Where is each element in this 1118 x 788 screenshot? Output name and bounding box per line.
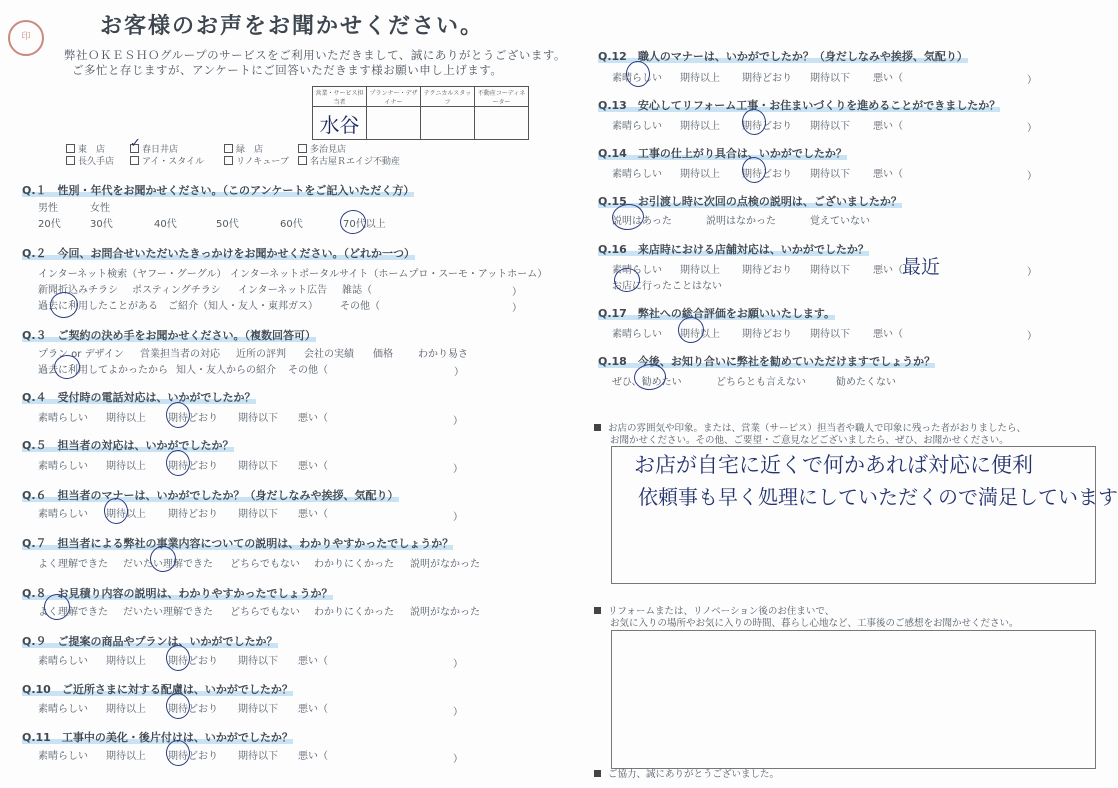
rating-option[interactable]: 期待以上 <box>106 461 146 472</box>
question-8 <box>22 585 333 601</box>
rating-option[interactable]: 期待以下 <box>810 73 850 84</box>
rating-option[interactable]: 素晴らしい <box>612 73 662 84</box>
question-7 <box>22 535 453 551</box>
company-stamp <box>8 20 44 56</box>
option[interactable]: 近所の評判 <box>236 349 286 360</box>
question-17 <box>598 305 835 321</box>
rating-option[interactable]: 悪い（ <box>873 265 903 276</box>
checkmark-icon: ✓ <box>130 136 141 151</box>
paren-close: ） <box>453 707 463 718</box>
option[interactable]: インターネット検索（ヤフー・グーグル） <box>38 269 227 280</box>
thanks-text: ご協力、誠にありがとうございました。 <box>608 769 780 780</box>
option[interactable]: 説明はなかった <box>706 216 776 227</box>
question-text: Q.10 ご近所さまに対する配慮は、いかがでしたか？ <box>22 683 293 696</box>
store-label: 東 店 <box>78 145 106 155</box>
rating-option[interactable]: 悪い（ <box>298 704 328 715</box>
rating-option[interactable]: 悪い（ <box>298 461 328 472</box>
option[interactable]: ポスティングチラシ <box>132 285 221 296</box>
option[interactable]: 新聞折込みチラシ <box>38 285 118 296</box>
staff-cell-3[interactable] <box>421 107 475 140</box>
question-14 <box>598 145 847 161</box>
intro-line-2: ご多忙と存じますが、アンケートにご回答いただきます様お願い申し上げます。 <box>72 63 503 77</box>
rating-option[interactable]: 悪い（ <box>873 169 903 180</box>
store-label: 長久手店 <box>78 157 115 167</box>
bullet-square-icon <box>594 607 601 614</box>
checkbox-icon[interactable] <box>130 156 139 165</box>
question-text: Q.14 工事の仕上がり具合は、いかがでしたか？ <box>598 147 847 160</box>
option[interactable]: 知人・友人からの紹介 <box>176 365 276 376</box>
prompt-text: リフォームまたは、リノベーション後のお住まいで、 <box>608 606 835 617</box>
option[interactable]: どちらとも言えない <box>716 377 806 388</box>
option[interactable]: プラン or デザイン <box>38 349 124 360</box>
store-label: 緑 店 <box>236 145 264 155</box>
paren-close: ） <box>512 303 522 314</box>
checkbox-icon[interactable] <box>66 156 75 165</box>
understand-option[interactable]: わかりにくかった <box>314 607 394 618</box>
rating-option[interactable]: 期待以上 <box>680 121 720 132</box>
comment1-hand-line1: お店が自宅に近くで何かあれば対応に便利 <box>634 453 1033 477</box>
staff-col-planner: プランナー・デザイナー <box>367 87 421 107</box>
rating-option[interactable]: 悪い（ <box>298 413 328 424</box>
checkbox-icon[interactable] <box>224 144 233 153</box>
comment1-hand-line2: 依頼事も早く処理にしていただくので満足しています <box>638 485 1118 509</box>
question-11 <box>22 729 293 745</box>
question-text: Q.11 工事中の美化・後片付けは、いかがでしたか？ <box>22 731 293 744</box>
rating-option[interactable]: 素晴らしい <box>38 413 88 424</box>
question-6 <box>22 487 399 503</box>
question-text: Q.３ ご契約の決め手をお聞かせください。（複数回答可） <box>22 329 317 342</box>
question-text: Q.13 安心してリフォーム工事・お住まいづくりを進めることができましたか？ <box>598 99 1001 112</box>
question-4 <box>22 389 256 405</box>
rating-option[interactable]: 期待どおり <box>168 509 218 520</box>
rating-option[interactable]: 期待どおり <box>168 461 218 472</box>
answer-circle <box>165 401 192 429</box>
thanks-line <box>594 766 779 780</box>
understand-option[interactable]: 説明がなかった <box>410 559 480 570</box>
paren-close: ） <box>454 367 464 378</box>
understand-option[interactable]: 説明がなかった <box>410 607 480 618</box>
q16-handwriting: 最近 <box>902 256 941 278</box>
checkbox-icon[interactable] <box>224 156 233 165</box>
rating-option[interactable]: 悪い（ <box>873 121 903 132</box>
paren-close: ） <box>453 512 463 523</box>
question-text: Q.９ ご提案の商品やプランは、いかがでしたか？ <box>22 635 278 648</box>
rating-option[interactable]: 期待以下 <box>238 461 278 472</box>
option[interactable]: ご紹介（知人・友人・東邦ガス） <box>168 301 318 312</box>
question-15 <box>598 193 902 209</box>
rating-option[interactable]: 期待以下 <box>810 265 850 276</box>
paren-close: ） <box>453 754 463 765</box>
question-text: Q.12 職人のマナーは、いかがでしたか？（身だしなみや挨拶、気配り） <box>598 50 968 63</box>
store-label: 多治見店 <box>310 145 347 155</box>
understand-option[interactable]: どちらでもない <box>230 559 300 570</box>
intro-line-1: 弊社ＯＫＥＳＨＯグループのサービスをご利用いただきまして、誠にありがとうございます。 <box>64 48 566 62</box>
answer-circle <box>339 209 367 236</box>
option[interactable]: 価格 <box>373 349 393 360</box>
prompt-text: お店の雰囲気や印象。または、営業（サービス）担当者や職人で印象に残った者がおりましたら、 <box>608 423 1027 434</box>
option[interactable]: インターネット広告 <box>238 285 328 296</box>
question-text: Q.４ 受付時の電話対応は、いかがでしたか？ <box>22 391 256 404</box>
rating-option[interactable]: 期待どおり <box>742 265 792 276</box>
understand-option[interactable]: だいたい理解できた <box>123 559 213 570</box>
question-13 <box>598 97 1000 113</box>
option[interactable]: 50代 <box>216 219 239 230</box>
rating-option[interactable]: 期待どおり <box>742 73 792 84</box>
question-9 <box>22 633 278 649</box>
question-text: Q.17 弊社への総合評価をお願いいたします。 <box>598 307 835 320</box>
question-text: Q.15 お引渡し時に次回の点検の説明は、ございましたか？ <box>598 195 902 208</box>
store-label: リノキューブ <box>236 157 289 167</box>
paren-close: ） <box>453 659 463 670</box>
understand-option[interactable]: だいたい理解できた <box>123 607 213 618</box>
question-3 <box>22 327 316 343</box>
rating-option[interactable]: 素晴らしい <box>612 265 662 276</box>
rating-option[interactable]: 期待以下 <box>238 656 278 667</box>
rating-option[interactable]: 悪い（ <box>873 73 903 84</box>
rating-option[interactable]: 悪い（ <box>298 509 328 520</box>
option[interactable]: 70代以上 <box>343 219 386 230</box>
rating-option[interactable]: 期待以下 <box>810 329 850 340</box>
option[interactable]: 覚えていない <box>810 216 870 227</box>
rating-option[interactable]: 悪い（ <box>298 656 328 667</box>
option[interactable]: 過去に利用してよかったから <box>38 365 168 376</box>
question-16 <box>598 241 869 257</box>
option[interactable]: 会社の実績 <box>304 349 354 360</box>
rating-option[interactable]: 期待どおり <box>742 329 792 340</box>
rating-option[interactable]: 期待どおり <box>168 751 218 762</box>
understand-option[interactable]: よく理解できた <box>38 607 108 618</box>
bullet-square-icon <box>594 424 601 431</box>
option[interactable]: 雑誌（ <box>342 285 372 296</box>
option[interactable]: わかり易さ <box>418 349 468 360</box>
question-10 <box>22 681 293 697</box>
staff-col-sales: 営業・サービス担当者 <box>313 87 367 107</box>
question-5 <box>22 437 234 453</box>
rating-option[interactable]: 期待以下 <box>810 169 850 180</box>
question-12 <box>598 48 968 64</box>
page-title: お客様のお声をお聞かせください。 <box>100 14 485 39</box>
rating-option[interactable]: 期待どおり <box>742 169 792 180</box>
staff-cell-4[interactable] <box>475 107 529 140</box>
question-text: Q.２ 今回、お問合せいただいたきっかけをお聞かせください。（どれか一つ） <box>22 247 416 260</box>
rating-option[interactable]: 素晴らしい <box>38 751 88 762</box>
option[interactable]: お店に行ったことはない <box>612 281 722 292</box>
option[interactable]: 40代 <box>154 219 177 230</box>
rating-option[interactable]: 期待どおり <box>168 704 218 715</box>
option[interactable]: ぜひ、勧めたい <box>612 377 682 388</box>
rating-option[interactable]: 悪い（ <box>298 751 328 762</box>
rating-option[interactable]: 期待以上 <box>106 704 146 715</box>
rating-option[interactable]: 素晴らしい <box>38 656 88 667</box>
option[interactable]: インターネットポータルサイト（ホームプロ・スーモ・アットホーム） <box>230 269 548 280</box>
rating-option[interactable]: 期待どおり <box>742 121 792 132</box>
paren-close: ） <box>1027 267 1037 278</box>
question-text: Q.７ 担当者による弊社の事業内容についての説明は、わかりやすかったでしょうか？ <box>22 537 454 550</box>
paren-close: ） <box>1027 171 1037 182</box>
rating-option[interactable]: 期待以下 <box>810 121 850 132</box>
paren-close: ） <box>1027 75 1037 86</box>
store-check-renocube[interactable] <box>224 154 289 167</box>
rating-option[interactable]: 期待以上 <box>680 265 720 276</box>
rating-option[interactable]: 期待以上 <box>106 413 146 424</box>
option[interactable]: 勧めたくない <box>836 377 896 388</box>
option[interactable]: 60代 <box>280 219 303 230</box>
bullet-square-icon <box>594 770 601 777</box>
staff-name[interactable]: 水谷 <box>313 107 367 140</box>
staff-cell-2[interactable] <box>367 107 421 140</box>
rating-option[interactable]: 素晴らしい <box>38 461 88 472</box>
rating-option[interactable]: 期待以上 <box>106 656 146 667</box>
rating-option[interactable]: 素晴らしい <box>612 169 662 180</box>
staff-col-technical: テクニカルスタッフ <box>421 87 475 107</box>
paren-close: ） <box>453 416 463 427</box>
rating-option[interactable]: 素晴らしい <box>38 704 88 715</box>
rating-option[interactable]: 期待以上 <box>680 169 720 180</box>
rating-option[interactable]: 期待以下 <box>238 704 278 715</box>
option[interactable]: 20代 <box>38 219 61 230</box>
comment1-prompt-line2: お聞かせください。その他、ご要望・ご意見などございましたら、ぜひ、お聞かせください。 <box>610 435 1009 446</box>
understand-option[interactable]: どちらでもない <box>230 607 300 618</box>
question-text: Q.16 来店時における店舗対応は、いかがでしたか？ <box>598 243 869 256</box>
rating-option[interactable]: 期待どおり <box>168 656 218 667</box>
rating-option[interactable]: 悪い（ <box>873 329 903 340</box>
rating-option[interactable]: 期待以上 <box>680 329 720 340</box>
understand-option[interactable]: わかりにくかった <box>314 559 394 570</box>
store-check-nagoya-r[interactable] <box>298 154 400 167</box>
rating-option[interactable]: 期待以下 <box>238 509 278 520</box>
comment2-prompt-line2: お気に入りの場所やお気に入りの時間、暮らし心地など、工事後のご感想をお聞かせください。 <box>610 618 1019 629</box>
option[interactable]: 女性 <box>90 203 110 214</box>
rating-option[interactable]: 期待以下 <box>238 413 278 424</box>
rating-option[interactable]: 期待以上 <box>106 751 146 762</box>
paren-close: ） <box>1027 331 1037 342</box>
rating-option[interactable]: 期待どおり <box>168 413 218 424</box>
question-1 <box>22 182 414 198</box>
option[interactable]: 男性 <box>38 203 58 214</box>
store-label: アイ・スタイル <box>142 157 205 167</box>
question-2 <box>22 245 415 261</box>
question-text: Q.５ 担当者の対応は、いかがでしたか？ <box>22 439 234 452</box>
question-text: Q.１ 性別・年代をお聞かせください。（このアンケートをご記入いただく方） <box>22 184 415 197</box>
rating-option[interactable]: 期待以下 <box>238 751 278 762</box>
answer-circle <box>165 449 192 477</box>
checkbox-icon[interactable] <box>298 156 307 165</box>
rating-option[interactable]: 素晴らしい <box>38 509 88 520</box>
store-check-nagakute[interactable] <box>66 154 114 167</box>
comment2-textarea[interactable] <box>611 630 1096 769</box>
rating-option[interactable]: 期待以上 <box>680 73 720 84</box>
option[interactable]: その他（ <box>288 365 328 376</box>
option[interactable]: 説明はあった <box>612 216 672 227</box>
paren-close: ） <box>1027 123 1037 134</box>
option[interactable]: 営業担当者の対応 <box>140 349 220 360</box>
rating-option[interactable]: 期待以上 <box>106 509 146 520</box>
question-text: Q.６ 担当者のマナーは、いかがでしたか？（身だしなみや挨拶、気配り） <box>22 489 399 502</box>
paren-close: ） <box>512 287 522 298</box>
rating-option[interactable]: 素晴らしい <box>612 329 662 340</box>
stamp-text: 印 <box>21 32 31 42</box>
comment1-textarea[interactable] <box>611 446 1118 584</box>
checkbox-icon[interactable] <box>66 144 75 153</box>
store-label: 春日井店 <box>142 145 179 155</box>
paren-close: ） <box>453 464 463 475</box>
option[interactable]: 30代 <box>90 219 113 230</box>
rating-option[interactable]: 素晴らしい <box>612 121 662 132</box>
option[interactable]: 過去に利用したことがある <box>38 301 158 312</box>
understand-option[interactable]: よく理解できた <box>38 559 108 570</box>
checkbox-icon[interactable] <box>298 144 307 153</box>
option[interactable]: その他（ <box>340 301 380 312</box>
staff-col-realestate: 不動産コーディネーター <box>475 87 529 107</box>
store-label: 名古屋Ｒエイジ不動産 <box>310 157 401 167</box>
store-check-istyle[interactable] <box>130 154 204 167</box>
question-text: Q.８ お見積り内容の説明は、わかりやすかったでしょうか？ <box>22 587 333 600</box>
staff-table <box>312 86 529 140</box>
question-text: Q.18 今後、お知り合いに弊社を勧めていただけますでしょうか？ <box>598 355 936 368</box>
